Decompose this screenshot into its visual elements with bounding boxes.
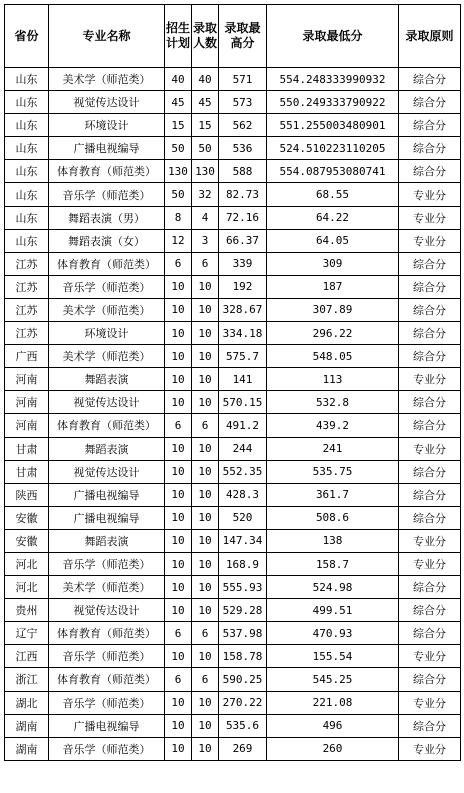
cell-major: 美术学（师范类）: [49, 298, 165, 321]
cell-min-score: 64.05: [267, 229, 399, 252]
cell-plan: 10: [165, 576, 192, 599]
cell-principle: 综合分: [399, 599, 461, 622]
cell-plan: 10: [165, 391, 192, 414]
cell-max-score: 192: [219, 275, 267, 298]
table-row: [5, 552, 461, 575]
cell-plan: 10: [165, 529, 192, 552]
cell-province: 甘肃: [5, 460, 49, 483]
table-header-row: [5, 5, 461, 68]
cell-major: 舞蹈表演: [49, 437, 165, 460]
cell-major: 广播电视编导: [49, 483, 165, 506]
cell-min-score: 158.7: [267, 552, 399, 575]
cell-min-score: 113: [267, 368, 399, 391]
cell-plan: 10: [165, 552, 192, 575]
cell-min-score: 508.6: [267, 506, 399, 529]
cell-max-score: 82.73: [219, 183, 267, 206]
cell-admitted: 15: [192, 114, 219, 137]
table-row: [5, 483, 461, 506]
cell-max-score: 168.9: [219, 552, 267, 575]
cell-min-score: 532.8: [267, 391, 399, 414]
cell-major: 音乐学（师范类）: [49, 183, 165, 206]
cell-admitted: 10: [192, 483, 219, 506]
cell-principle: 综合分: [399, 576, 461, 599]
cell-major: 音乐学（师范类）: [49, 737, 165, 760]
table-row: [5, 160, 461, 183]
cell-province: 湖南: [5, 737, 49, 760]
cell-province: 江苏: [5, 322, 49, 345]
cell-principle: 综合分: [399, 668, 461, 691]
table-row: [5, 714, 461, 737]
cell-major: 舞蹈表演（女）: [49, 229, 165, 252]
cell-principle: 专业分: [399, 645, 461, 668]
cell-max-score: 590.25: [219, 668, 267, 691]
cell-plan: 6: [165, 622, 192, 645]
cell-min-score: 524.98: [267, 576, 399, 599]
cell-major: 音乐学（师范类）: [49, 691, 165, 714]
cell-min-score: 554.248333990932: [267, 68, 399, 91]
cell-principle: 综合分: [399, 137, 461, 160]
cell-major: 体育教育（师范类）: [49, 622, 165, 645]
cell-principle: 综合分: [399, 298, 461, 321]
cell-max-score: 537.98: [219, 622, 267, 645]
table-row: [5, 529, 461, 552]
cell-admitted: 10: [192, 552, 219, 575]
cell-province: 辽宁: [5, 622, 49, 645]
cell-plan: 10: [165, 714, 192, 737]
cell-province: 山东: [5, 160, 49, 183]
cell-plan: 50: [165, 183, 192, 206]
cell-principle: 综合分: [399, 68, 461, 91]
cell-plan: 15: [165, 114, 192, 137]
cell-principle: 专业分: [399, 552, 461, 575]
table-row: [5, 322, 461, 345]
cell-plan: 10: [165, 460, 192, 483]
cell-major: 体育教育（师范类）: [49, 252, 165, 275]
table-row: [5, 391, 461, 414]
cell-major: 环境设计: [49, 114, 165, 137]
cell-province: 安徽: [5, 506, 49, 529]
cell-major: 视觉传达设计: [49, 391, 165, 414]
cell-max-score: 573: [219, 91, 267, 114]
table-row: [5, 206, 461, 229]
cell-major: 体育教育（师范类）: [49, 160, 165, 183]
table-row: [5, 668, 461, 691]
cell-plan: 10: [165, 599, 192, 622]
cell-min-score: 68.55: [267, 183, 399, 206]
table-row: [5, 275, 461, 298]
cell-admitted: 130: [192, 160, 219, 183]
cell-principle: 专业分: [399, 229, 461, 252]
cell-province: 广西: [5, 345, 49, 368]
cell-max-score: 66.37: [219, 229, 267, 252]
cell-principle: 综合分: [399, 506, 461, 529]
cell-admitted: 10: [192, 576, 219, 599]
cell-major: 广播电视编导: [49, 137, 165, 160]
table-row: [5, 645, 461, 668]
cell-principle: 综合分: [399, 160, 461, 183]
cell-principle: 综合分: [399, 322, 461, 345]
cell-min-score: 548.05: [267, 345, 399, 368]
cell-min-score: 499.51: [267, 599, 399, 622]
cell-min-score: 361.7: [267, 483, 399, 506]
cell-min-score: 545.25: [267, 668, 399, 691]
cell-max-score: 328.67: [219, 298, 267, 321]
cell-max-score: 147.34: [219, 529, 267, 552]
cell-major: 视觉传达设计: [49, 599, 165, 622]
cell-province: 山东: [5, 137, 49, 160]
table-body: [5, 68, 461, 761]
cell-province: 江苏: [5, 275, 49, 298]
cell-max-score: 555.93: [219, 576, 267, 599]
cell-major: 美术学（师范类）: [49, 345, 165, 368]
cell-major: 美术学（师范类）: [49, 576, 165, 599]
cell-max-score: 520: [219, 506, 267, 529]
table-row: [5, 114, 461, 137]
cell-plan: 45: [165, 91, 192, 114]
cell-max-score: 269: [219, 737, 267, 760]
header-major: 专业名称: [49, 5, 165, 68]
table-row: [5, 345, 461, 368]
cell-max-score: 535.6: [219, 714, 267, 737]
cell-major: 环境设计: [49, 322, 165, 345]
cell-min-score: 470.93: [267, 622, 399, 645]
cell-admitted: 50: [192, 137, 219, 160]
cell-plan: 10: [165, 322, 192, 345]
cell-major: 体育教育（师范类）: [49, 414, 165, 437]
cell-max-score: 570.15: [219, 391, 267, 414]
table-row: [5, 298, 461, 321]
cell-min-score: 524.510223110205: [267, 137, 399, 160]
cell-plan: 10: [165, 437, 192, 460]
cell-province: 山东: [5, 68, 49, 91]
cell-principle: 综合分: [399, 714, 461, 737]
cell-max-score: 141: [219, 368, 267, 391]
cell-plan: 10: [165, 298, 192, 321]
cell-min-score: 296.22: [267, 322, 399, 345]
cell-plan: 50: [165, 137, 192, 160]
cell-admitted: 10: [192, 645, 219, 668]
cell-admitted: 10: [192, 298, 219, 321]
cell-admitted: 6: [192, 668, 219, 691]
header-min-score: 录取最低分: [267, 5, 399, 68]
cell-major: 舞蹈表演: [49, 529, 165, 552]
cell-principle: 综合分: [399, 460, 461, 483]
cell-plan: 10: [165, 506, 192, 529]
table-row: [5, 460, 461, 483]
cell-province: 湖南: [5, 714, 49, 737]
cell-min-score: 138: [267, 529, 399, 552]
table-row: [5, 437, 461, 460]
cell-admitted: 10: [192, 368, 219, 391]
cell-plan: 8: [165, 206, 192, 229]
cell-min-score: 307.89: [267, 298, 399, 321]
cell-admitted: 32: [192, 183, 219, 206]
cell-max-score: 334.18: [219, 322, 267, 345]
cell-major: 舞蹈表演: [49, 368, 165, 391]
cell-principle: 综合分: [399, 414, 461, 437]
cell-principle: 综合分: [399, 483, 461, 506]
cell-admitted: 10: [192, 737, 219, 760]
cell-province: 江苏: [5, 298, 49, 321]
cell-admitted: 10: [192, 506, 219, 529]
cell-province: 山东: [5, 229, 49, 252]
cell-admitted: 6: [192, 622, 219, 645]
cell-principle: 专业分: [399, 737, 461, 760]
cell-plan: 40: [165, 68, 192, 91]
cell-major: 音乐学（师范类）: [49, 645, 165, 668]
cell-principle: 综合分: [399, 622, 461, 645]
cell-plan: 12: [165, 229, 192, 252]
table-row: [5, 137, 461, 160]
cell-admitted: 10: [192, 691, 219, 714]
cell-admitted: 10: [192, 599, 219, 622]
cell-max-score: 158.78: [219, 645, 267, 668]
cell-admitted: 10: [192, 714, 219, 737]
table-row: [5, 368, 461, 391]
cell-admitted: 10: [192, 275, 219, 298]
cell-admitted: 10: [192, 529, 219, 552]
cell-max-score: 491.2: [219, 414, 267, 437]
table-row: [5, 68, 461, 91]
cell-major: 视觉传达设计: [49, 460, 165, 483]
cell-admitted: 6: [192, 252, 219, 275]
cell-min-score: 260: [267, 737, 399, 760]
cell-province: 山东: [5, 183, 49, 206]
cell-min-score: 309: [267, 252, 399, 275]
cell-principle: 综合分: [399, 345, 461, 368]
cell-province: 浙江: [5, 668, 49, 691]
cell-principle: 综合分: [399, 275, 461, 298]
cell-min-score: 551.255003480901: [267, 114, 399, 137]
cell-major: 广播电视编导: [49, 506, 165, 529]
cell-province: 山东: [5, 114, 49, 137]
table-row: [5, 737, 461, 760]
cell-max-score: 588: [219, 160, 267, 183]
cell-plan: 10: [165, 691, 192, 714]
header-province: 省份: [5, 5, 49, 68]
cell-admitted: 4: [192, 206, 219, 229]
cell-max-score: 571: [219, 68, 267, 91]
cell-province: 陕西: [5, 483, 49, 506]
header-principle: 录取原则: [399, 5, 461, 68]
cell-admitted: 6: [192, 414, 219, 437]
cell-major: 视觉传达设计: [49, 91, 165, 114]
cell-principle: 专业分: [399, 183, 461, 206]
cell-min-score: 241: [267, 437, 399, 460]
cell-max-score: 244: [219, 437, 267, 460]
cell-max-score: 536: [219, 137, 267, 160]
cell-plan: 10: [165, 737, 192, 760]
cell-min-score: 187: [267, 275, 399, 298]
cell-province: 湖北: [5, 691, 49, 714]
cell-plan: 10: [165, 483, 192, 506]
cell-max-score: 562: [219, 114, 267, 137]
cell-plan: 10: [165, 645, 192, 668]
cell-min-score: 439.2: [267, 414, 399, 437]
cell-principle: 专业分: [399, 206, 461, 229]
cell-min-score: 221.08: [267, 691, 399, 714]
table-row: [5, 229, 461, 252]
cell-admitted: 10: [192, 345, 219, 368]
cell-admitted: 10: [192, 391, 219, 414]
cell-plan: 6: [165, 252, 192, 275]
cell-province: 河南: [5, 414, 49, 437]
table-row: [5, 252, 461, 275]
cell-admitted: 10: [192, 322, 219, 345]
cell-major: 音乐学（师范类）: [49, 552, 165, 575]
cell-admitted: 10: [192, 437, 219, 460]
cell-admitted: 40: [192, 68, 219, 91]
cell-principle: 综合分: [399, 391, 461, 414]
cell-max-score: 529.28: [219, 599, 267, 622]
cell-admitted: 10: [192, 460, 219, 483]
header-max-score: 录取最高分: [219, 5, 267, 68]
cell-plan: 10: [165, 275, 192, 298]
cell-plan: 6: [165, 668, 192, 691]
cell-min-score: 554.087953080741: [267, 160, 399, 183]
table-row: [5, 622, 461, 645]
cell-province: 山东: [5, 91, 49, 114]
table-row: [5, 576, 461, 599]
cell-province: 甘肃: [5, 437, 49, 460]
header-admitted: 录取人数: [192, 5, 219, 68]
cell-max-score: 339: [219, 252, 267, 275]
cell-principle: 专业分: [399, 691, 461, 714]
cell-max-score: 575.7: [219, 345, 267, 368]
cell-province: 江西: [5, 645, 49, 668]
cell-max-score: 270.22: [219, 691, 267, 714]
cell-admitted: 3: [192, 229, 219, 252]
cell-min-score: 155.54: [267, 645, 399, 668]
cell-min-score: 535.75: [267, 460, 399, 483]
cell-min-score: 64.22: [267, 206, 399, 229]
cell-major: 舞蹈表演（男）: [49, 206, 165, 229]
cell-principle: 专业分: [399, 529, 461, 552]
cell-principle: 综合分: [399, 114, 461, 137]
table-row: [5, 91, 461, 114]
cell-principle: 专业分: [399, 368, 461, 391]
cell-province: 山东: [5, 206, 49, 229]
cell-max-score: 552.35: [219, 460, 267, 483]
table-row: [5, 183, 461, 206]
cell-min-score: 550.249333790922: [267, 91, 399, 114]
cell-province: 河南: [5, 391, 49, 414]
cell-max-score: 428.3: [219, 483, 267, 506]
cell-major: 体育教育（师范类）: [49, 668, 165, 691]
table-row: [5, 691, 461, 714]
cell-principle: 专业分: [399, 437, 461, 460]
cell-province: 河南: [5, 368, 49, 391]
table-row: [5, 506, 461, 529]
cell-plan: 6: [165, 414, 192, 437]
cell-admitted: 45: [192, 91, 219, 114]
cell-major: 美术学（师范类）: [49, 68, 165, 91]
cell-plan: 10: [165, 368, 192, 391]
cell-plan: 10: [165, 345, 192, 368]
cell-province: 安徽: [5, 529, 49, 552]
cell-max-score: 72.16: [219, 206, 267, 229]
cell-principle: 综合分: [399, 252, 461, 275]
cell-province: 河北: [5, 552, 49, 575]
table-row: [5, 599, 461, 622]
cell-major: 广播电视编导: [49, 714, 165, 737]
cell-province: 江苏: [5, 252, 49, 275]
cell-major: 音乐学（师范类）: [49, 275, 165, 298]
cell-province: 贵州: [5, 599, 49, 622]
cell-plan: 130: [165, 160, 192, 183]
admission-score-table: [4, 4, 461, 761]
table-row: [5, 414, 461, 437]
cell-principle: 综合分: [399, 91, 461, 114]
cell-min-score: 496: [267, 714, 399, 737]
header-plan: 招生计划: [165, 5, 192, 68]
cell-province: 河北: [5, 576, 49, 599]
